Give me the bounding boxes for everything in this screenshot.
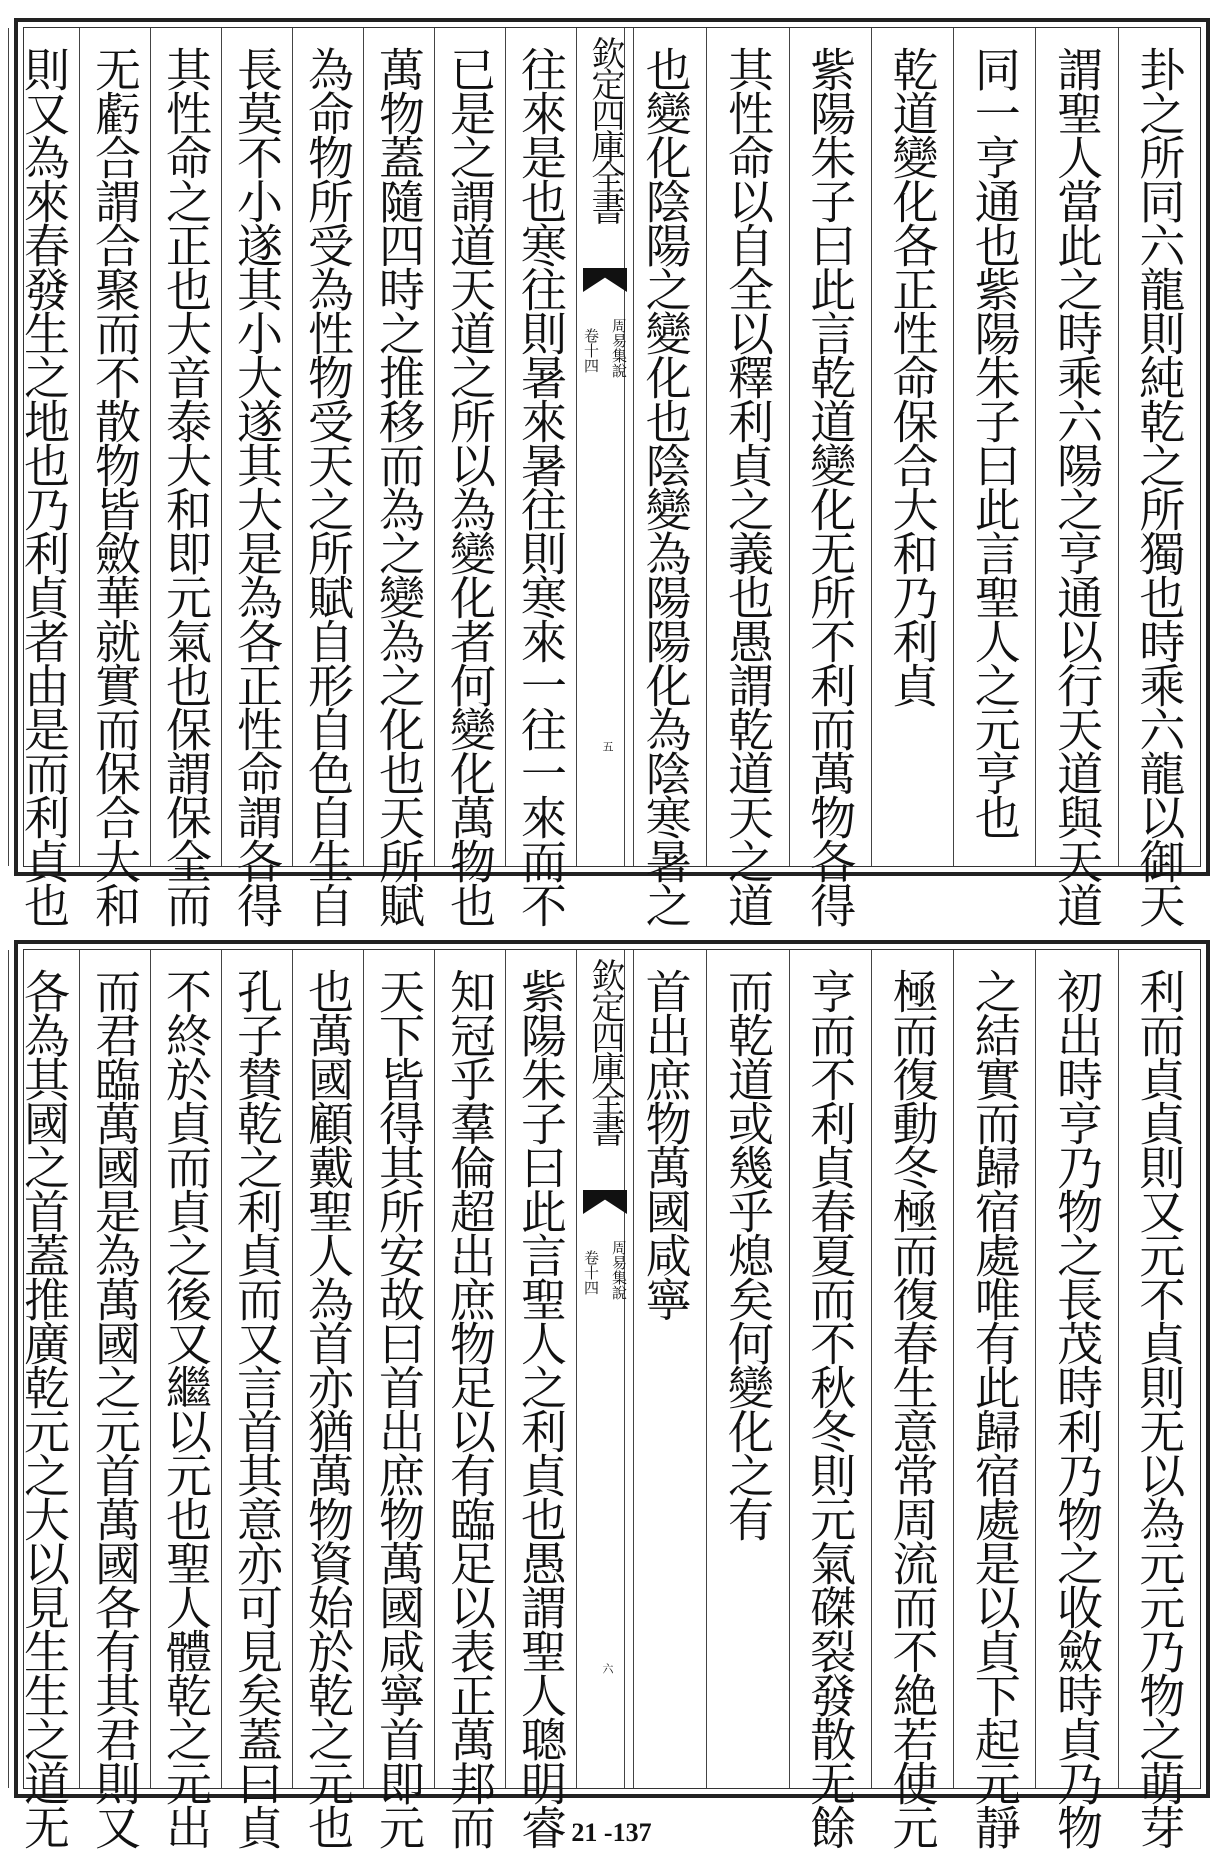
column-text: 而君臨萬國是為萬國之元首萬國各有其君則又 (88, 968, 142, 1848)
text-column (150, 950, 221, 1848)
text-column (789, 950, 871, 1848)
text-column (1118, 950, 1200, 1848)
text-column (221, 28, 292, 926)
column-text: 長莫不小遂其小大遂其大是為各正性命謂各得 (230, 46, 284, 926)
text-column (434, 950, 505, 1848)
text-column (292, 950, 363, 1848)
text-column (0, 950, 8, 1788)
text-column (871, 28, 953, 866)
top-left-columns (17, 28, 576, 926)
column-text: 謂聖人當此之時乘六陽之亨通以行天道與天道 (1050, 46, 1105, 926)
text-column (434, 28, 505, 926)
text-column (0, 28, 8, 866)
bottom-left-columns (17, 950, 576, 1848)
column-text: 往來是也寒往則暑來暑往則寒來一往一來而不 (514, 46, 568, 926)
text-column (871, 950, 953, 1848)
column-text: 其性命以自全以釋利貞之義也愚謂乾道天之道 (720, 46, 775, 926)
bottom-right-columns (624, 950, 1200, 1848)
leaf-number: 六 (601, 1663, 614, 1674)
collection-header: 欽定四庫全書 (585, 36, 625, 222)
column-text: 而乾道或幾乎熄矣何變化之有 (720, 968, 775, 1540)
column-text: 萬物蓋隨四時之推移而為之變為之化也天所賦 (372, 46, 426, 926)
volume-label: 卷十四 (582, 1250, 600, 1295)
column-text: 也萬國顧戴聖人為首亦猶萬物資始於乾之元也 (301, 968, 355, 1848)
text-column (505, 28, 576, 926)
text-column (363, 28, 434, 926)
text-column (624, 28, 706, 926)
column-text: 利而貞貞則又元不貞則无以為元元乃物之萌芽 (1132, 968, 1187, 1848)
text-column (79, 28, 150, 926)
column-text: 首出庶物萬國咸寧 (638, 968, 693, 1320)
text-column (789, 28, 871, 926)
column-text: 孔子賛乾之利貞而又言首其意亦可見矣蓋曰貞 (230, 968, 284, 1848)
text-column (706, 950, 788, 1788)
text-column (8, 950, 79, 1848)
column-text: 則又為來春發生之地也乃利貞者由是而利貞也 (17, 46, 71, 926)
column-text: 同一亨通也紫陽朱子曰此言聖人之元亨也 (967, 46, 1022, 838)
column-text: 各為其國之首蓋推廣乾元之大以見生生之道无 (17, 968, 71, 1848)
fishtail-mark (583, 268, 627, 292)
column-text: 无虧合謂合聚而不散物皆斂華就實而保合大和 (88, 46, 142, 926)
column-text: 為命物所受為性物受天之所賦自形自色自生自 (301, 46, 355, 926)
text-column (8, 28, 79, 926)
column-text (0, 46, 8, 866)
text-column (1035, 28, 1117, 926)
text-column (292, 28, 363, 926)
fishtail-mark (583, 1190, 627, 1214)
column-text: 已是之謂道天道之所以為變化者何變化萬物也 (443, 46, 497, 926)
book-title: 周易集說 (610, 318, 628, 378)
column-text: 極而復動冬極而復春生意常周流而不絶若使元 (885, 968, 940, 1848)
top-page-frame (17, 27, 1201, 926)
text-column (953, 950, 1035, 1848)
text-column (79, 950, 150, 1848)
leaf-number: 五 (601, 741, 614, 752)
text-column (150, 28, 221, 926)
text-column (706, 28, 788, 926)
top-right-columns (624, 28, 1200, 926)
column-text: 之結實而歸宿處唯有此歸宿處是以貞下起元靜 (967, 968, 1022, 1848)
text-column (953, 28, 1035, 866)
text-column (221, 950, 292, 1848)
column-text: 亨而不利貞春夏而不秋冬則元氣磔裂發散无餘 (803, 968, 858, 1848)
column-text: 知冠乎羣倫超出庶物足以有臨足以表正萬邦而 (443, 968, 497, 1848)
column-text: 也變化陰陽之變化也陰變為陽陽化為陰寒暑之 (638, 46, 693, 926)
column-text: 卦之所同六龍則純乾之所獨也時乘六龍以御天 (1132, 46, 1187, 926)
book-title: 周易集說 (610, 1240, 628, 1300)
column-text: 其性命之正也大音泰大和即元氣也保謂保全而 (159, 46, 213, 926)
center-fold (576, 950, 634, 1788)
text-column (363, 950, 434, 1848)
center-fold (576, 28, 634, 866)
column-text: 不終於貞而貞之後又繼以元也聖人體乾之元出 (159, 968, 213, 1848)
text-column (624, 950, 706, 1788)
text-column (505, 950, 576, 1848)
column-text: 紫陽朱子曰此言聖人之利貞也愚謂聖人聰明睿 (514, 968, 568, 1848)
top-page (14, 18, 1210, 926)
column-text (0, 968, 8, 1788)
column-text: 乾道變化各正性命保合大和乃利貞 (885, 46, 940, 706)
text-column (1118, 28, 1200, 926)
column-text: 紫陽朱子曰此言乾道變化无所不利而萬物各得 (803, 46, 858, 926)
column-text: 天下皆得其所安故曰首出庶物萬國咸寧首即元 (372, 968, 426, 1848)
page-number-footer: 21 -137 (571, 1818, 652, 1847)
collection-header: 欽定四庫全書 (585, 958, 625, 1144)
text-column (1035, 950, 1117, 1848)
volume-label: 卷十四 (582, 328, 600, 373)
column-text: 初出時亨乃物之長茂時利乃物之收斂時貞乃物 (1050, 968, 1105, 1848)
